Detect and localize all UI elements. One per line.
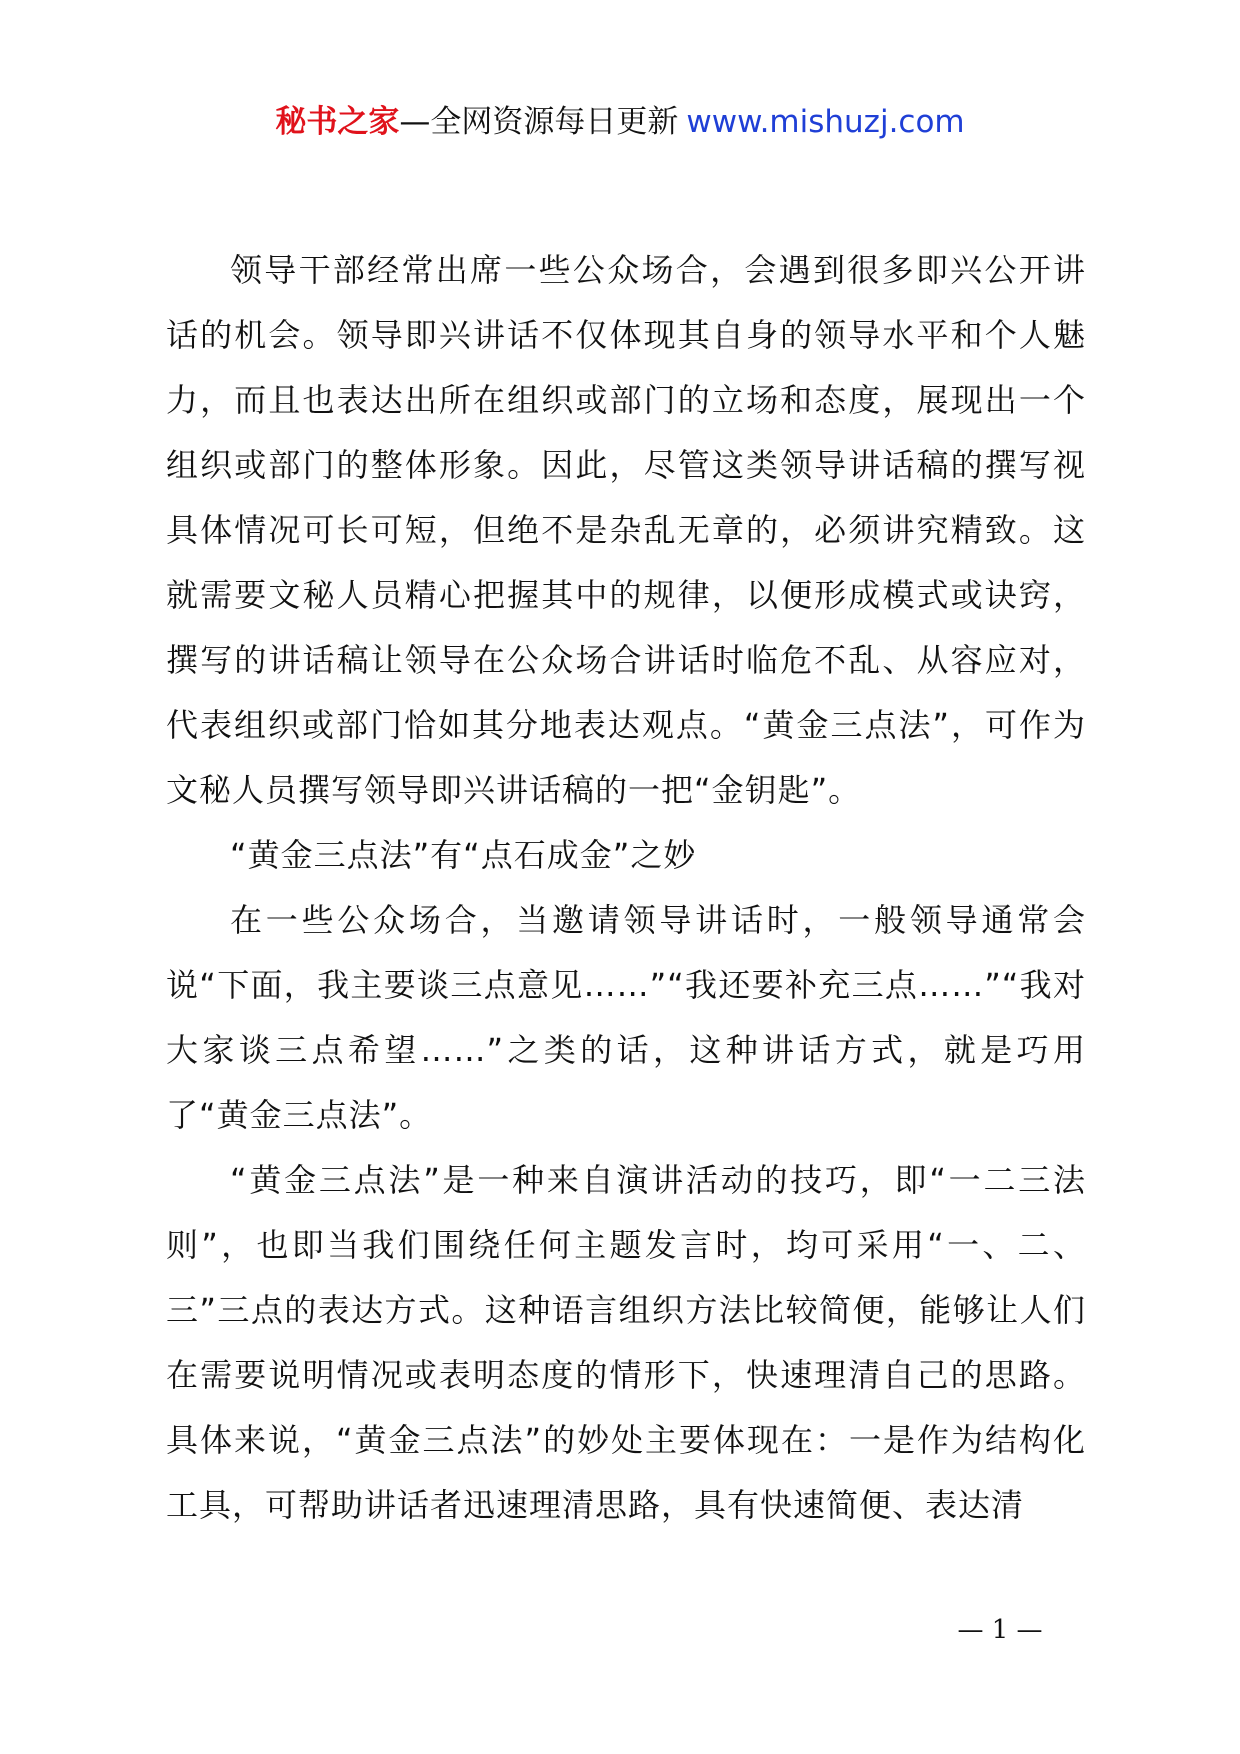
- document-header: [0, 100, 1240, 144]
- paragraph-intro: 领导干部经常出席一些公众场合，会遇到很多即兴公开讲话的机会。领导即兴讲话不仅体现其自身的领导水平和个人魅力，而且也表达出所在组织或部门的立场和态度，展现出一个组织或部门的整体形象。因此，尽管这类领导讲话稿的撰写视具体情况可长可短，但绝不是杂乱无章的，必须讲究精致。这就需要文秘人员精心把握其中的规律，以便形成模式或诀窍，撰写的讲话稿让领导在公众场合讲话时临危不乱、从容应对，代表组织或部门恰如其分地表达观点。“黄金三点法”，可作为文秘人员撰写领导即兴讲话稿的一把“金钥匙”。: [166, 251, 1086, 809]
- header-site-url[interactable]: www.mishuzj.com: [686, 104, 965, 140]
- section-heading: “黄金三点法”有“点石成金”之妙: [230, 836, 697, 874]
- document-body: [166, 238, 1086, 1538]
- header-tagline: —全网资源每日更新: [399, 104, 679, 140]
- header-brand: 秘书之家: [275, 104, 400, 140]
- page-number: — 1 —: [957, 1615, 1043, 1645]
- paragraph-example: 在一些公众场合，当邀请领导讲话时，一般领导通常会说“下面，我主要谈三点意见……”“我还要补充三点……”“我对大家谈三点希望……”之类的话，这种讲话方式，就是巧用了“黄金三点法”。: [166, 901, 1086, 1134]
- paragraph-explanation: “黄金三点法”是一种来自演讲活动的技巧，即“一二三法则”，也即当我们围绕任何主题发言时，均可采用“一、二、三”三点的表达方式。这种语言组织方法比较简便，能够让人们在需要说明情况或表明态度的情形下，快速理清自己的思路。具体来说，“黄金三点法”的妙处主要体现在：一是作为结构化工具，可帮助讲话者迅速理清思路，具有快速简便、表达清: [166, 1161, 1086, 1524]
